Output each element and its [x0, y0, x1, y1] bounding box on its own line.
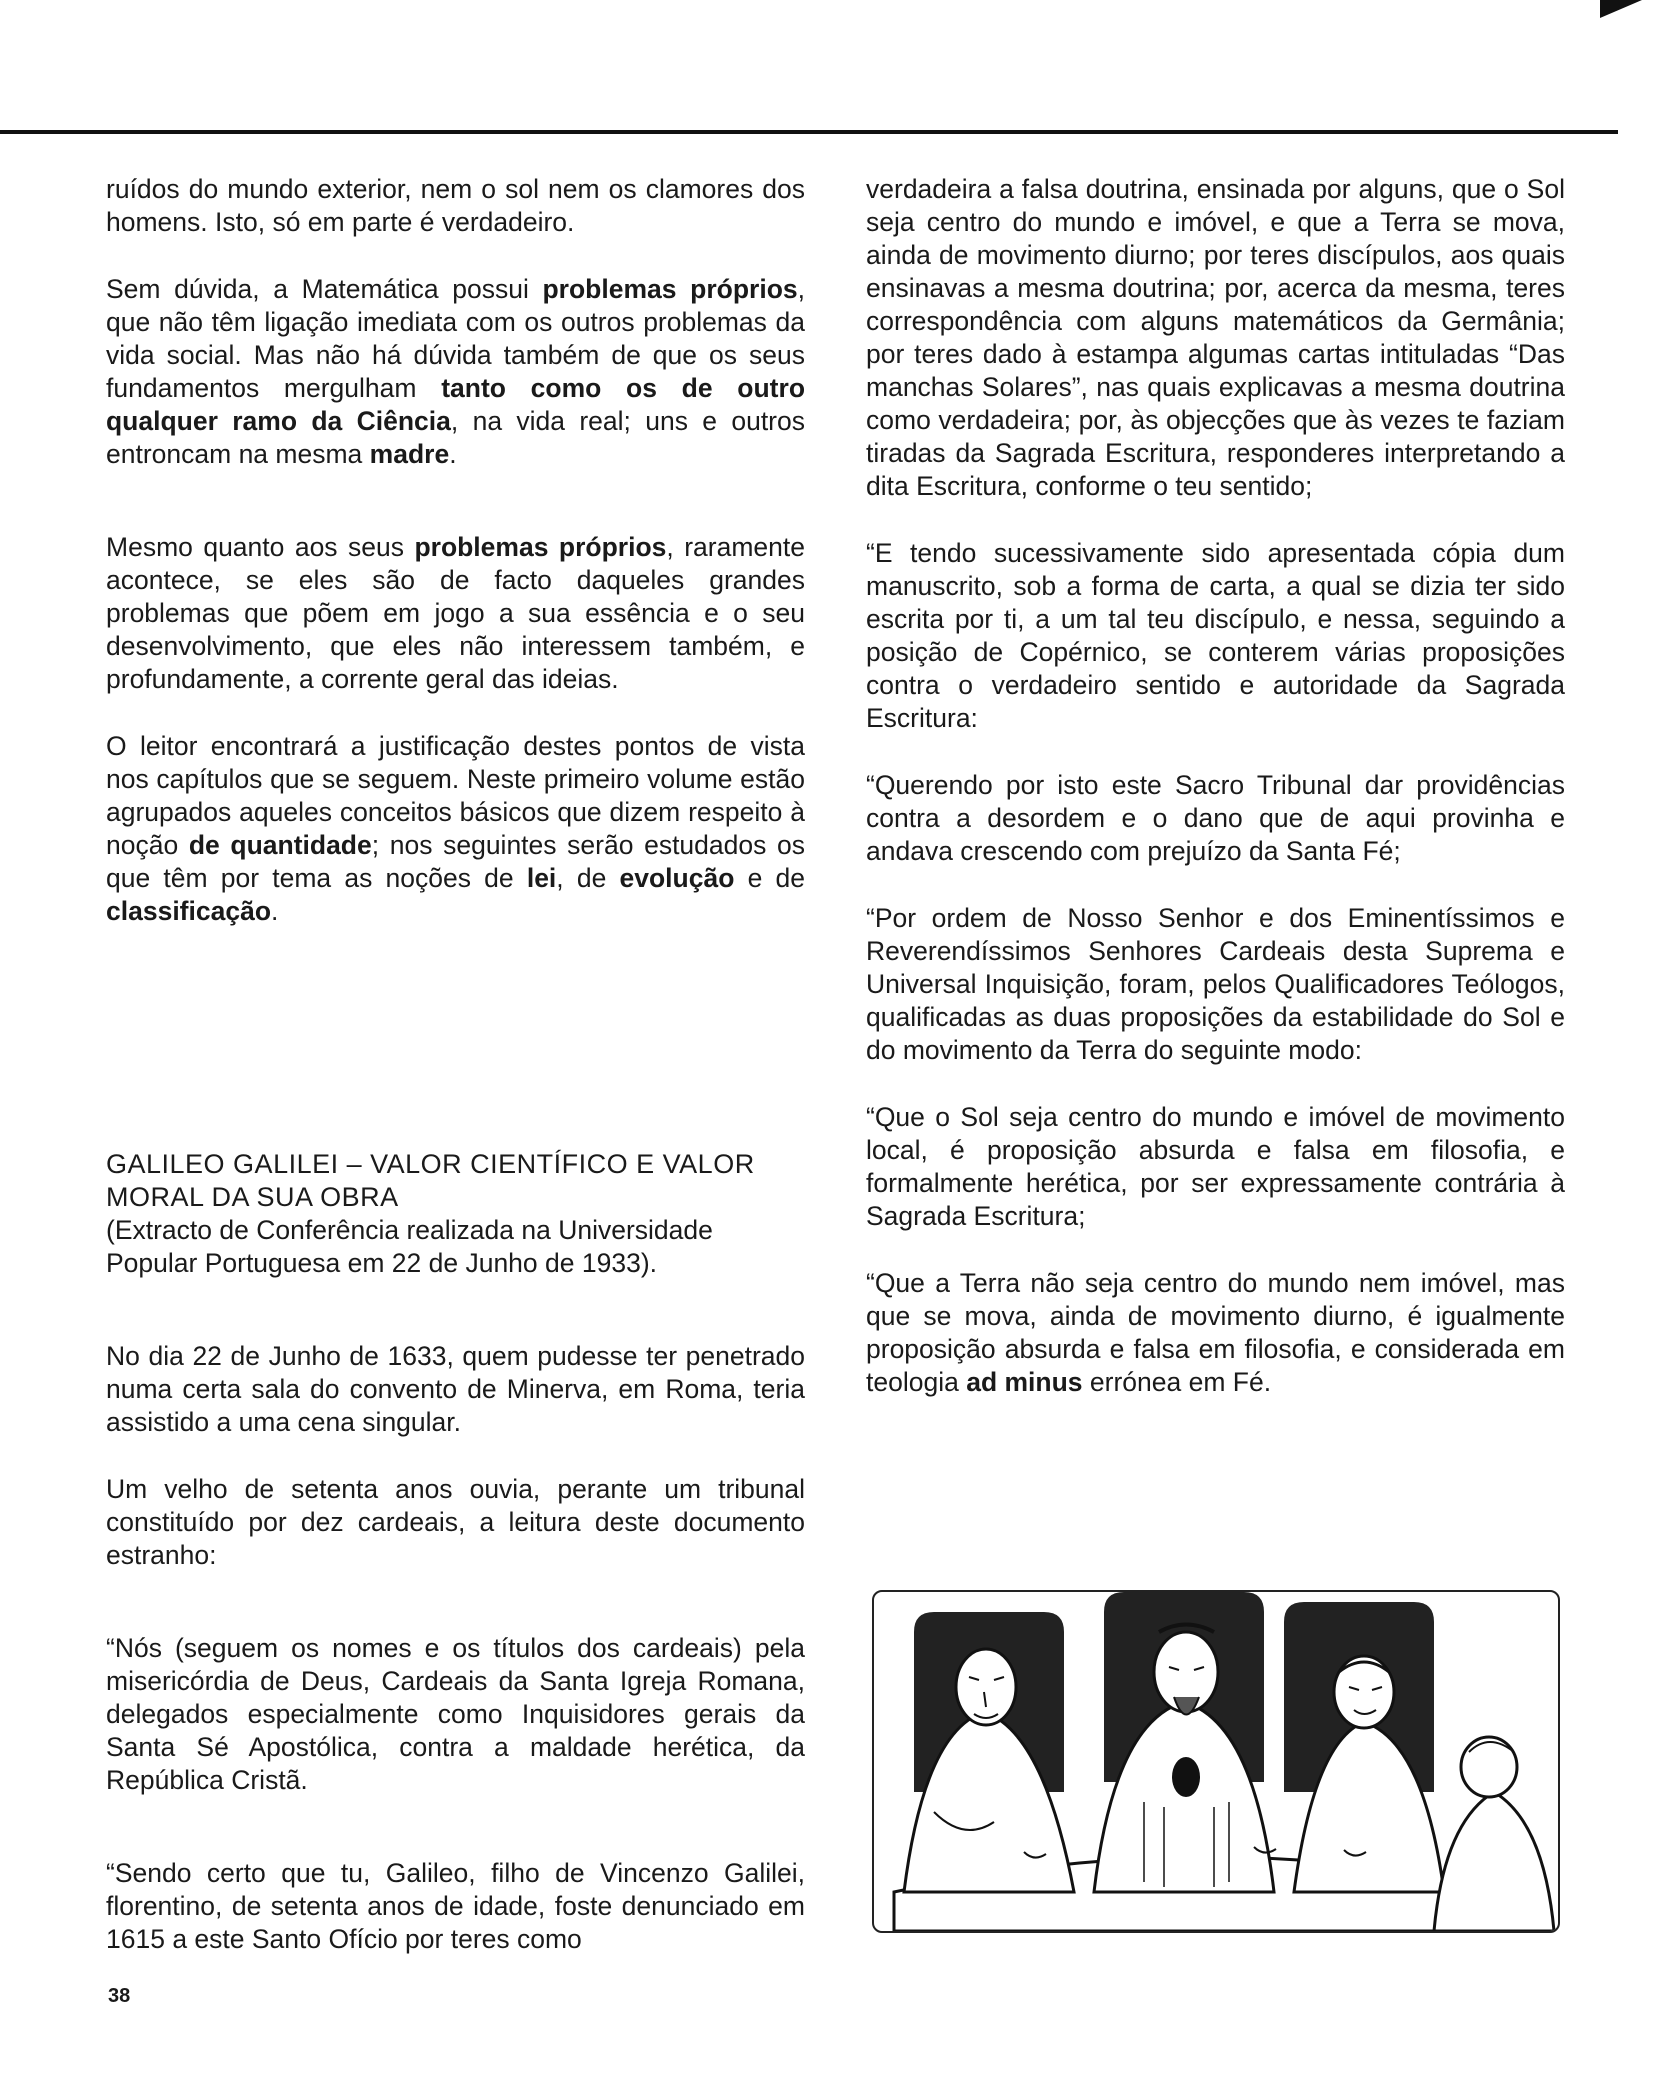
paragraph: O leitor encontrará a justificação destes pontos de vista nos capítulos que se seguem. Neste primeiro volume estão agrupados aqueles conceitos básicos que dizem respeito à noção de quantidade; nos seguintes serão estudados os que têm por tema as noções de lei, de evolução e de classificação. [106, 731, 805, 926]
paragraph: No dia 22 de Junho de 1633, quem pudesse ter penetrado numa certa sala do convento de Minerva, em Roma, teria assistido a uma cena singular. [106, 1341, 805, 1437]
paragraph: Um velho de setenta anos ouvia, perante um tribunal constituído por dez cardeais, a leitura deste documento estranho: [106, 1474, 805, 1570]
paragraph: “E tendo sucessivamente sido apresentada cópia dum manuscrito, sob a forma de carta, a qual se dizia ter sido escrita por ti, a um tal teu discípulo, e nessa, seguindo a posição de Copérnico, se conterem várias proposições contra o verdadeiro sentido e autoridade da Sagrada Escritura: [866, 538, 1565, 733]
paragraph: ruídos do mundo exterior, nem o sol nem os clamores dos homens. Isto, só em parte é verdadeiro. [106, 174, 805, 237]
section-heading: GALILEO GALILEI – VALOR CIENTÍFICO E VALOR MORAL DA SUA OBRA [106, 1149, 755, 1212]
header-rule [0, 130, 1618, 134]
paragraph: “Querendo por isto este Sacro Tribunal dar providências contra a desordem e o dano que de aqui provinha e andava crescendo com prejuízo da Santa Fé; [866, 770, 1565, 866]
paragraph: “Sendo certo que tu, Galileo, filho de Vincenzo Galilei, florentino, de setenta anos de idade, foste denunciado em 1615 a este Santo Ofício por teres como [106, 1858, 805, 1954]
paragraph: “Nós (seguem os nomes e os títulos dos cardeais) pela misericórdia de Deus, Cardeais da Santa Igreja Romana, delegados especialmente como Inquisidores gerais da Santa Sé Apostólica, contra a maldade herética, da República Cristã. [106, 1633, 805, 1795]
page-number: 38 [108, 1985, 131, 2007]
cardinals-drawing [874, 1592, 1558, 1931]
left-column [106, 173, 805, 1956]
right-column [866, 173, 1565, 1399]
paragraph: Mesmo quanto aos seus problemas próprios, raramente acontece, se eles são de facto daqueles grandes problemas que põem em jogo a sua essência e o seu desenvolvimento, que eles não interessem também, e profundamente, a corrente geral das ideias. [106, 532, 805, 694]
paragraph: “Que o Sol seja centro do mundo e imóvel de movimento local, é proposição absurda e falsa em filosofia, e formalmente herética, por ser expressamente contrária à Sagrada Escritura; [866, 1102, 1565, 1231]
paragraph: verdadeira a falsa doutrina, ensinada por alguns, que o Sol seja centro do mundo e imóvel, e que a Terra se mova, ainda de movimento diurno; por teres discípulos, aos quais ensinavas a mesma doutrina; por, acerca da mesma, teres correspondência com alguns matemáticos da Germânia; por teres dado à estampa algumas cartas intituladas “Das manchas Solares”, nas quais explicavas a mesma doutrina como verdadeira; por, às objecções que às vezes te faziam tiradas da Sagrada Escritura, responderes interpretando a dita Escritura, conforme o teu sentido; [866, 174, 1565, 501]
paragraph: “Que a Terra não seja centro do mundo nem imóvel, mas que se mova, ainda de movimento diurno, é igualmente proposição absurda e falsa em filosofia, e considerada em teologia ad minus errónea em Fé. [866, 1268, 1565, 1397]
corner-mark [1600, 0, 1642, 18]
paragraph: Sem dúvida, a Matemática possui problemas próprios, que não têm ligação imediata com os outros problemas da vida social. Mas não há dúvida também de que os seus fundamentos mergulham tanto como os de outro qualquer ramo da Ciência, na vida real; uns e outros entroncam na mesma madre. [106, 274, 805, 469]
cardinals-illustration [872, 1590, 1560, 1933]
section-subheading: (Extracto de Conferência realizada na Universidade Popular Portuguesa em 22 de Junho de 1933). [106, 1215, 713, 1278]
paragraph: “Por ordem de Nosso Senhor e dos Eminentíssimos e Reverendíssimos Senhores Cardeais desta Suprema e Universal Inquisição, foram, pelos Qualificadores Teólogos, qualificadas as duas proposições da estabilidade do Sol e do movimento da Terra do seguinte modo: [866, 903, 1565, 1065]
